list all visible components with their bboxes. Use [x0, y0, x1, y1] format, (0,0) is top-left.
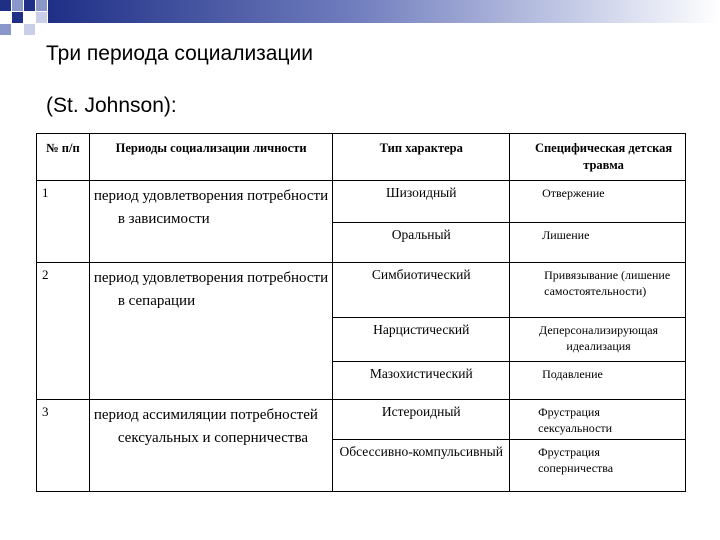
row-num: 2 [37, 263, 90, 400]
deco-square [36, 0, 47, 11]
decorative-header-bar [0, 0, 720, 40]
header-trauma: Специфическая детская травма [510, 134, 686, 181]
table-header-row [37, 134, 686, 181]
deco-square [0, 0, 11, 11]
table-row [37, 263, 686, 318]
header-num: № п/п [37, 134, 90, 181]
deco-square [12, 12, 23, 23]
row-trauma: Фрустрация соперничества [510, 440, 686, 492]
row-type: Обсессивно-компульсивный [333, 440, 510, 492]
deco-square [36, 12, 47, 23]
row-period: период удовлетворения потребности в сепарации [89, 263, 333, 400]
deco-bar-gradient [48, 0, 720, 23]
row-trauma: Отвержение [510, 181, 686, 223]
table-row [37, 400, 686, 440]
deco-square [0, 24, 11, 35]
deco-square [24, 0, 35, 11]
row-trauma: Лишение [510, 223, 686, 263]
socialization-table [36, 133, 686, 492]
row-trauma: Деперсонализирующая идеализация [510, 318, 686, 362]
slide-title: Три периода социализации [46, 42, 313, 65]
deco-square [12, 0, 23, 11]
row-num: 3 [37, 400, 90, 492]
row-period: период удовлетворения потребности в зависимости [89, 181, 333, 263]
row-num: 1 [37, 181, 90, 263]
row-trauma: Привязывание (лишение самостоятельности) [510, 263, 686, 318]
row-trauma: Подавление [510, 362, 686, 400]
header-type: Тип характера [333, 134, 510, 181]
row-type: Мазохистический [333, 362, 510, 400]
row-type: Шизоидный [333, 181, 510, 223]
header-period: Периоды социализации личности [89, 134, 333, 181]
deco-square [24, 24, 35, 35]
row-trauma: Фрустрация сексуальности [510, 400, 686, 440]
row-period: период ассимиляции потребностей сексуальных и соперничества [89, 400, 333, 492]
slide-subtitle: (St. Johnson): [46, 94, 177, 117]
row-type: Нарцистический [333, 318, 510, 362]
table-row [37, 181, 686, 223]
row-type: Истероидный [333, 400, 510, 440]
row-type: Оральный [333, 223, 510, 263]
row-type: Симбиотический [333, 263, 510, 318]
